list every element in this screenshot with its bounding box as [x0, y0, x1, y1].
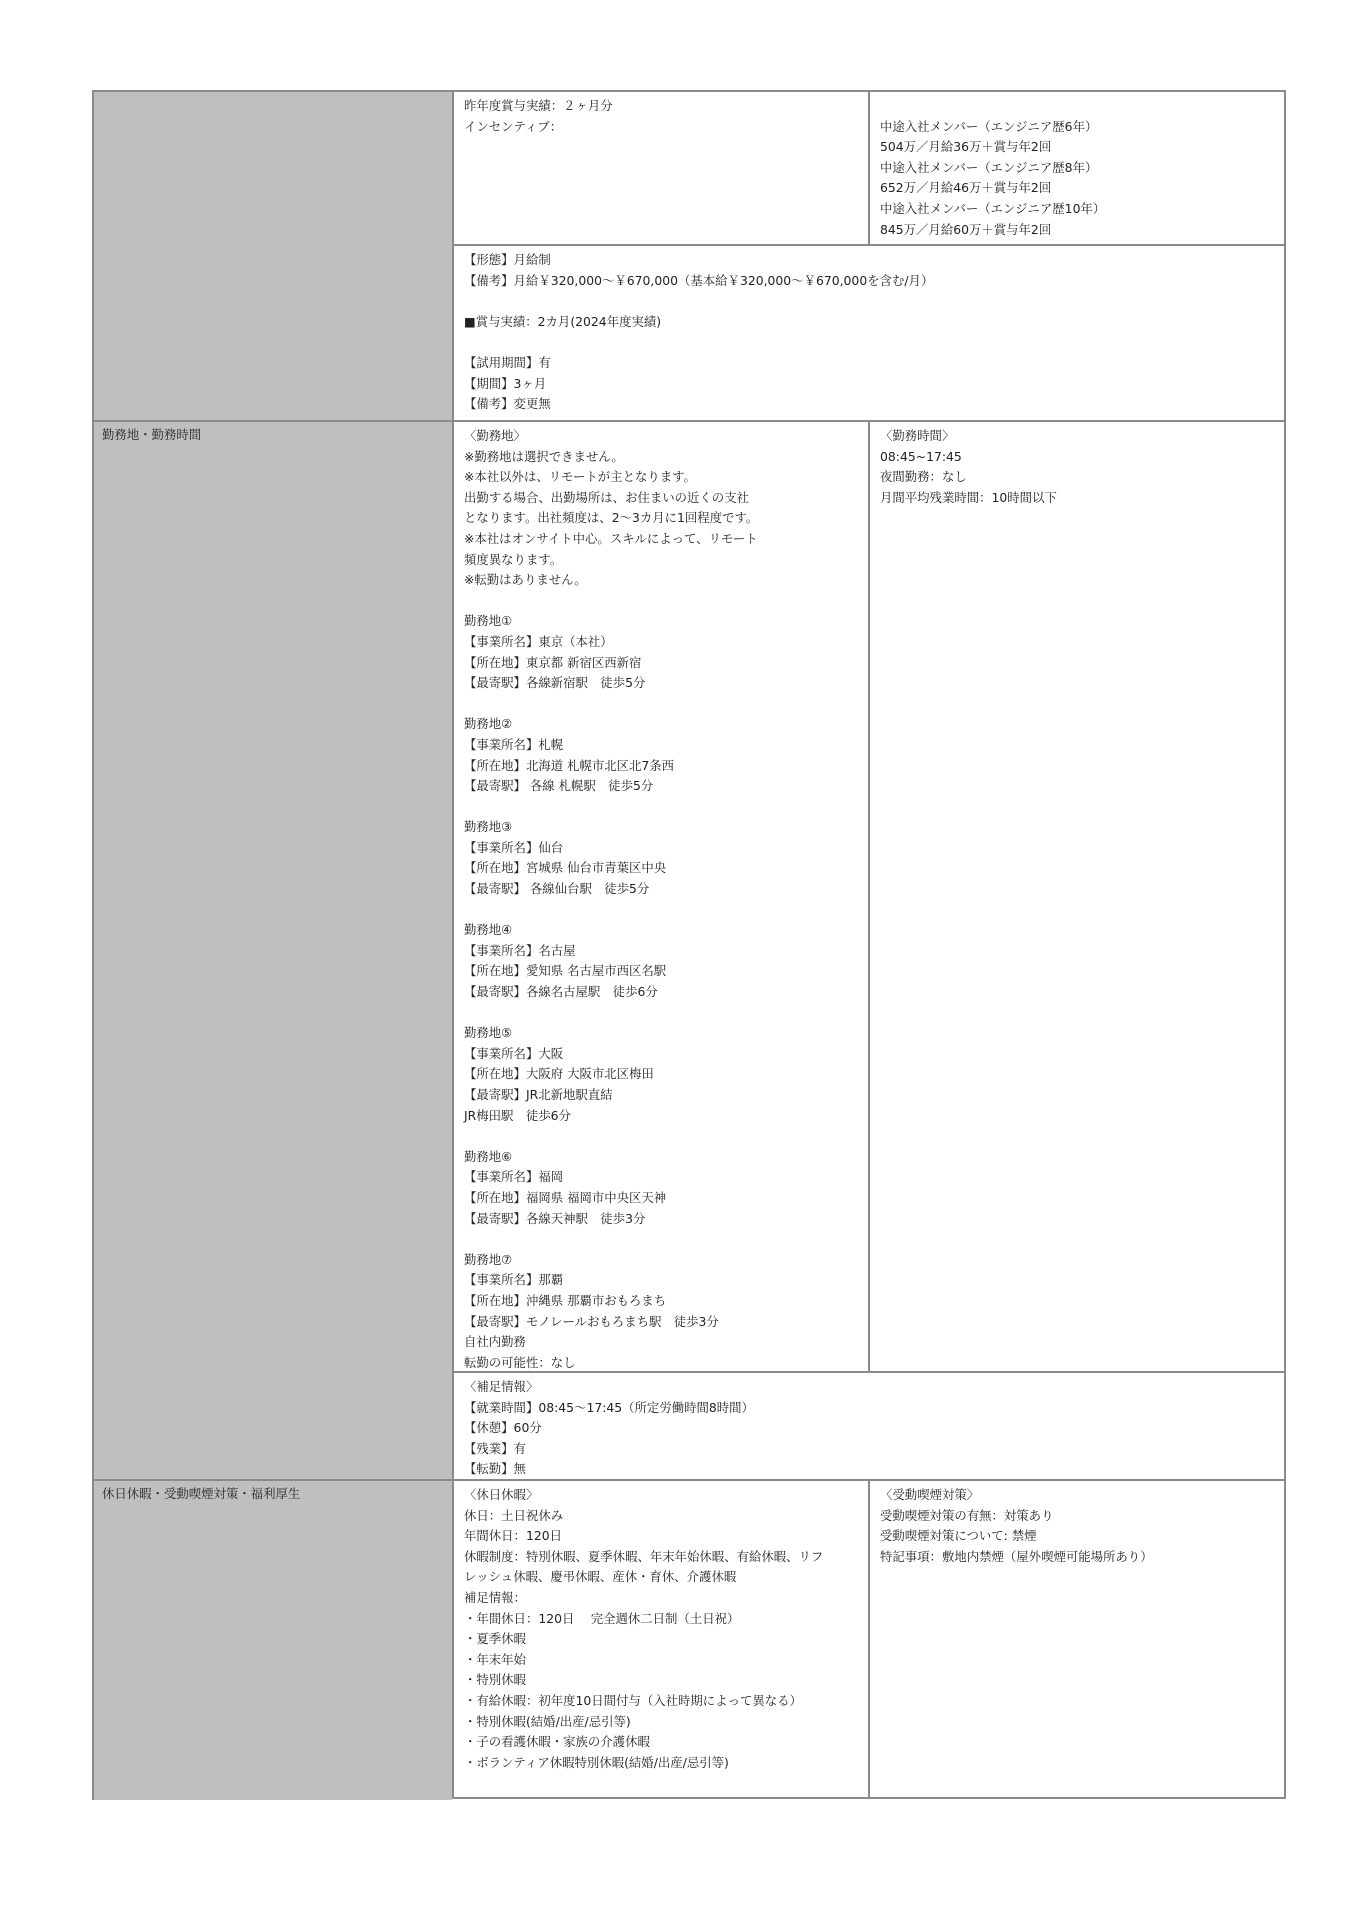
label-column	[92, 90, 452, 1800]
smoking-policy-cell: 〈受動喫煙対策〉 受動喫煙対策の有無：対策あり 受動喫煙対策について: 禁煙 特記事項：敷地内禁煙（屋外喫煙可能場所あり）	[868, 1479, 1286, 1799]
salary-form-cell: 【形態】月給制 【備考】月給￥320,000～￥670,000（基本給￥320,000～￥670,000を含む/月） ■賞与実績：2カ月(2024年度実績) 【試用期間】有 【期間】3ヶ月 【備考】変更無	[452, 244, 1286, 422]
row-label-holiday: 休日休暇・受動喫煙対策・福利厚生	[102, 1486, 301, 1501]
salary-examples-cell: 中途入社メンバー（エンジニア歴6年） 504万／月給36万＋賞与年2回 中途入社メンバー（エンジニア歴8年） 652万／月給46万＋賞与年2回 中途入社メンバー（エンジニア歴10年） 845万／月給60万＋賞与年2回	[868, 90, 1286, 246]
work-location-cell: 〈勤務地〉 ※勤務地は選択できません。 ※本社以外は、リモートが主となります。 出勤する場合、出勤場所は、お住まいの近くの支社 となります。出社頻度は、2～3カ月に1回程度です。 ※本社はオンサイト中心。スキルによって、リモート 頻度異なります。 ※転勤はありません。 勤務地① 【事業所名】東京（本社） 【所在地】東京都 新宿区西新宿 【最寄駅】各線新宿駅 徒歩5分 勤務地② 【事業所名】札幌 【所在地】北海道 札幌市北区北7条西 【最寄駅】 各線 札幌駅 徒歩5分 勤務地③ 【事業所名】仙台 【所在地】宮城県 仙台市青葉区中央 【最寄駅】 各線仙台駅 徒歩5分 勤務地④ 【事業所名】名古屋 【所在地】愛知県 名古屋市西区名駅 【最寄駅】各線名古屋駅 徒歩6分 勤務地⑤ 【事業所名】大阪 【所在地】大阪府 大阪市北区梅田 【最寄駅】JR北新地駅直結 JR梅田駅 徒歩6分 勤務地⑥ 【事業所名】福岡 【所在地】福岡県 福岡市中央区天神 【最寄駅】各線天神駅 徒歩3分 勤務地⑦ 【事業所名】那覇 【所在地】沖縄県 那覇市おもろまち 【最寄駅】モノレールおもろまち駅 徒歩3分 自社内勤務 転勤の可能性：なし	[452, 420, 870, 1373]
row-label-location: 勤務地・勤務時間	[102, 427, 202, 442]
supplement-info-cell: 〈補足情報〉 【就業時間】08:45～17:45（所定労働時間8時間） 【休憩】60分 【残業】有 【転勤】無	[452, 1371, 1286, 1481]
row-divider	[92, 1479, 452, 1481]
row-divider	[92, 90, 452, 92]
work-hours-cell: 〈勤務時間〉 08:45~17:45 夜間勤務：なし 月間平均残業時間：10時間以下	[868, 420, 1286, 1373]
holidays-cell: 〈休日休暇〉 休日：土日祝休み 年間休日：120日 休暇制度：特別休暇、夏季休暇、年末年始休暇、有給休暇、リフ レッシュ休暇、慶弔休暇、産休・育休、介護休暇 補足情報： ・年間休日：120日 完全週休二日制（土日祝） ・夏季休暇 ・年末年始 ・特別休暇 ・有給休暇：初年度10日間付与（入社時期によって異なる） ・特別休暇(結婚/出産/忌引等) ・子の看護休暇・家族の介護休暇 ・ボランティア休暇特別休暇(結婚/出産/忌引等)	[452, 1479, 870, 1799]
job-details-table	[92, 90, 1270, 1800]
bonus-incentive-cell: 昨年度賞与実績：２ヶ月分 インセンティブ：	[452, 90, 870, 246]
row-divider	[92, 420, 452, 422]
